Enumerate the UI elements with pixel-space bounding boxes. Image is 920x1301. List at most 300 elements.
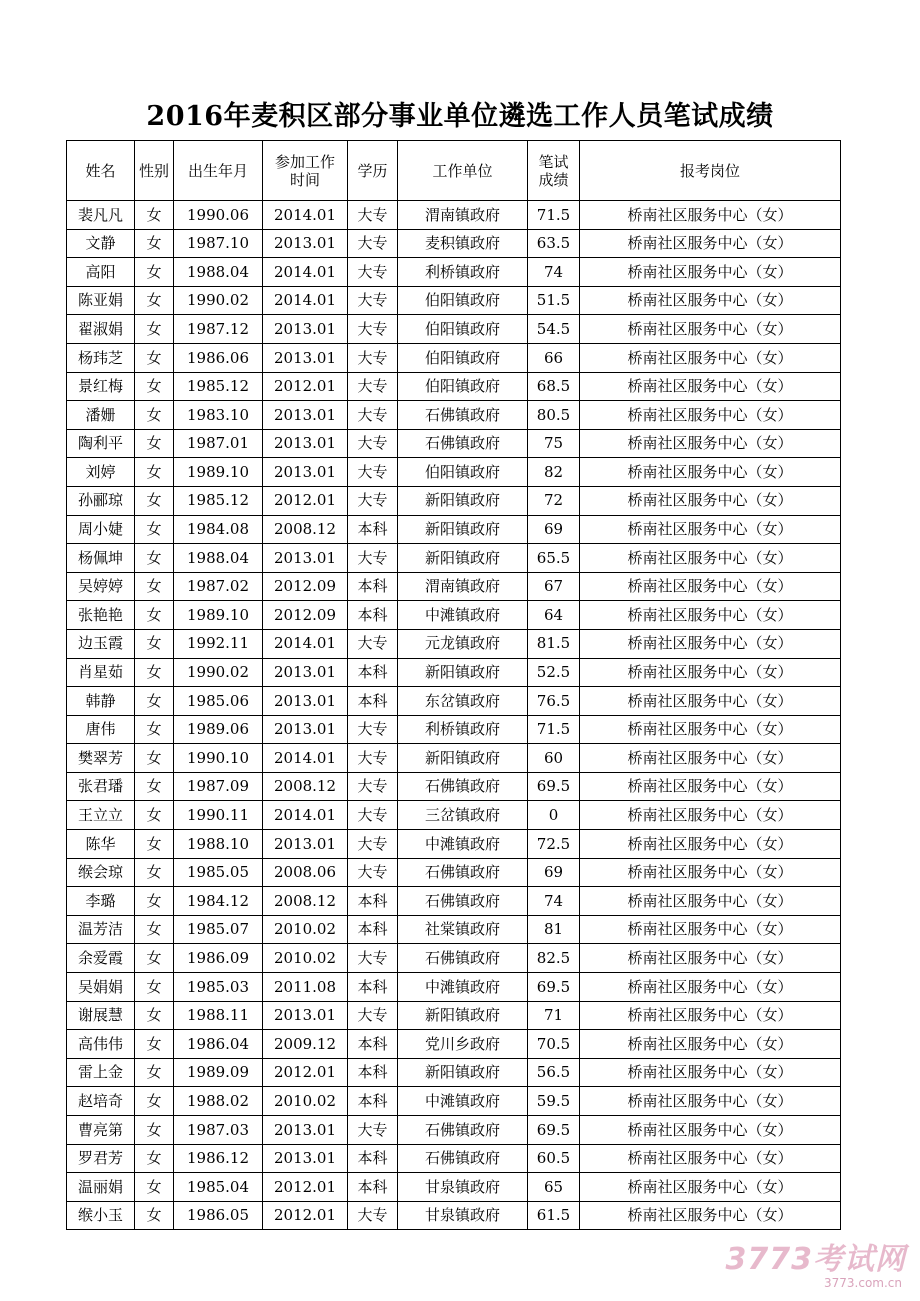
cell-score: 0: [528, 801, 580, 830]
cell-birth-date: 1986.05: [174, 1201, 263, 1230]
cell-work-start: 2014.01: [263, 286, 348, 315]
cell-score: 80.5: [528, 401, 580, 430]
header-written-score: 笔试成绩: [528, 141, 580, 201]
cell-name: 孙郦琼: [67, 486, 135, 515]
cell-birth-date: 1986.04: [174, 1030, 263, 1059]
cell-gender: 女: [135, 1144, 174, 1173]
cell-work-start: 2008.12: [263, 772, 348, 801]
cell-work-start: 2013.01: [263, 715, 348, 744]
cell-education: 大专: [348, 772, 398, 801]
cell-score: 71.5: [528, 201, 580, 230]
table-row: [67, 830, 841, 859]
cell-name: 张君璠: [67, 772, 135, 801]
cell-position: 桥南社区服务中心（女）: [580, 687, 841, 716]
cell-score: 69.5: [528, 772, 580, 801]
cell-birth-date: 1989.09: [174, 1058, 263, 1087]
cell-position: 桥南社区服务中心（女）: [580, 1087, 841, 1116]
cell-education: 本科: [348, 1144, 398, 1173]
cell-position: 桥南社区服务中心（女）: [580, 343, 841, 372]
cell-work-start: 2013.01: [263, 830, 348, 859]
cell-gender: 女: [135, 658, 174, 687]
table-row: [67, 572, 841, 601]
cell-education: 大专: [348, 1201, 398, 1230]
cell-education: 大专: [348, 343, 398, 372]
cell-work-unit: 渭南镇政府: [398, 572, 528, 601]
cell-score: 76.5: [528, 687, 580, 716]
cell-work-unit: 石佛镇政府: [398, 1144, 528, 1173]
cell-birth-date: 1987.02: [174, 572, 263, 601]
cell-name: 吴娟娟: [67, 973, 135, 1002]
table-row: [67, 658, 841, 687]
cell-position: 桥南社区服务中心（女）: [580, 1201, 841, 1230]
cell-name: 唐伟: [67, 715, 135, 744]
cell-position: 桥南社区服务中心（女）: [580, 915, 841, 944]
table-row: [67, 515, 841, 544]
cell-name: 韩静: [67, 687, 135, 716]
cell-birth-date: 1987.01: [174, 429, 263, 458]
cell-gender: 女: [135, 687, 174, 716]
cell-work-start: 2008.06: [263, 858, 348, 887]
table-row: [67, 429, 841, 458]
cell-position: 桥南社区服务中心（女）: [580, 715, 841, 744]
cell-gender: 女: [135, 201, 174, 230]
cell-education: 大专: [348, 286, 398, 315]
cell-name: 裴凡凡: [67, 201, 135, 230]
table-row: [67, 258, 841, 287]
table-row: [67, 1173, 841, 1202]
table-row: [67, 629, 841, 658]
cell-score: 81.5: [528, 629, 580, 658]
cell-position: 桥南社区服务中心（女）: [580, 1173, 841, 1202]
cell-education: 大专: [348, 429, 398, 458]
cell-work-unit: 东岔镇政府: [398, 687, 528, 716]
cell-name: 高阳: [67, 258, 135, 287]
cell-name: 张艳艳: [67, 601, 135, 630]
cell-gender: 女: [135, 229, 174, 258]
cell-work-start: 2008.12: [263, 887, 348, 916]
cell-gender: 女: [135, 1116, 174, 1145]
cell-work-unit: 伯阳镇政府: [398, 315, 528, 344]
cell-position: 桥南社区服务中心（女）: [580, 286, 841, 315]
cell-work-unit: 麦积镇政府: [398, 229, 528, 258]
cell-birth-date: 1989.10: [174, 601, 263, 630]
cell-gender: 女: [135, 1087, 174, 1116]
cell-work-unit: 党川乡政府: [398, 1030, 528, 1059]
cell-work-unit: 新阳镇政府: [398, 658, 528, 687]
cell-birth-date: 1990.02: [174, 658, 263, 687]
table-row: [67, 401, 841, 430]
cell-work-start: 2009.12: [263, 1030, 348, 1059]
cell-birth-date: 1986.06: [174, 343, 263, 372]
cell-score: 59.5: [528, 1087, 580, 1116]
cell-name: 高伟伟: [67, 1030, 135, 1059]
cell-work-unit: 石佛镇政府: [398, 887, 528, 916]
cell-name: 王立立: [67, 801, 135, 830]
cell-position: 桥南社区服务中心（女）: [580, 1001, 841, 1030]
cell-name: 刘婷: [67, 458, 135, 487]
table-row: [67, 915, 841, 944]
table-row: [67, 1030, 841, 1059]
cell-work-start: 2010.02: [263, 915, 348, 944]
cell-birth-date: 1988.11: [174, 1001, 263, 1030]
cell-name: 缑小玉: [67, 1201, 135, 1230]
cell-birth-date: 1989.10: [174, 458, 263, 487]
cell-birth-date: 1990.11: [174, 801, 263, 830]
cell-birth-date: 1987.12: [174, 315, 263, 344]
cell-gender: 女: [135, 887, 174, 916]
cell-education: 大专: [348, 801, 398, 830]
cell-education: 本科: [348, 973, 398, 1002]
cell-score: 72: [528, 486, 580, 515]
cell-name: 陈亚娟: [67, 286, 135, 315]
cell-work-start: 2013.01: [263, 458, 348, 487]
cell-position: 桥南社区服务中心（女）: [580, 401, 841, 430]
cell-position: 桥南社区服务中心（女）: [580, 229, 841, 258]
cell-name: 边玉霞: [67, 629, 135, 658]
cell-education: 本科: [348, 658, 398, 687]
cell-work-start: 2008.12: [263, 515, 348, 544]
cell-gender: 女: [135, 1030, 174, 1059]
table-header-row: [67, 141, 841, 201]
cell-score: 74: [528, 258, 580, 287]
watermark: [726, 1234, 907, 1290]
cell-birth-date: 1986.12: [174, 1144, 263, 1173]
cell-name: 景红梅: [67, 372, 135, 401]
cell-work-unit: 伯阳镇政府: [398, 372, 528, 401]
cell-gender: 女: [135, 458, 174, 487]
cell-education: 大专: [348, 830, 398, 859]
cell-work-unit: 伯阳镇政府: [398, 458, 528, 487]
cell-gender: 女: [135, 486, 174, 515]
cell-position: 桥南社区服务中心（女）: [580, 772, 841, 801]
cell-position: 桥南社区服务中心（女）: [580, 515, 841, 544]
cell-position: 桥南社区服务中心（女）: [580, 372, 841, 401]
cell-position: 桥南社区服务中心（女）: [580, 858, 841, 887]
cell-education: 大专: [348, 1001, 398, 1030]
cell-work-start: 2012.01: [263, 1201, 348, 1230]
table-row: [67, 715, 841, 744]
cell-birth-date: 1984.08: [174, 515, 263, 544]
cell-name: 雷上金: [67, 1058, 135, 1087]
cell-work-start: 2012.01: [263, 372, 348, 401]
cell-gender: 女: [135, 544, 174, 573]
cell-position: 桥南社区服务中心（女）: [580, 572, 841, 601]
cell-position: 桥南社区服务中心（女）: [580, 601, 841, 630]
watermark-logo: 3773考试网: [725, 1242, 906, 1277]
cell-score: 69.5: [528, 1116, 580, 1145]
cell-work-start: 2014.01: [263, 744, 348, 773]
cell-education: 大专: [348, 258, 398, 287]
cell-work-unit: 石佛镇政府: [398, 1116, 528, 1145]
cell-work-start: 2013.01: [263, 687, 348, 716]
cell-education: 大专: [348, 315, 398, 344]
cell-education: 大专: [348, 401, 398, 430]
cell-education: 大专: [348, 544, 398, 573]
cell-birth-date: 1988.10: [174, 830, 263, 859]
cell-work-unit: 新阳镇政府: [398, 486, 528, 515]
page-title: 2016年麦积区部分事业单位遴选工作人员笔试成绩: [146, 101, 774, 132]
cell-position: 桥南社区服务中心（女）: [580, 744, 841, 773]
cell-work-start: 2014.01: [263, 258, 348, 287]
header-applied-position: 报考岗位: [580, 141, 841, 201]
cell-gender: 女: [135, 973, 174, 1002]
cell-work-start: 2011.08: [263, 973, 348, 1002]
table-row: [67, 1087, 841, 1116]
cell-score: 69: [528, 858, 580, 887]
cell-name: 缑会琼: [67, 858, 135, 887]
table-row: [67, 772, 841, 801]
cell-name: 温芳洁: [67, 915, 135, 944]
cell-work-unit: 伯阳镇政府: [398, 286, 528, 315]
cell-score: 70.5: [528, 1030, 580, 1059]
table-row: [67, 887, 841, 916]
table-row: [67, 229, 841, 258]
cell-score: 54.5: [528, 315, 580, 344]
cell-work-unit: 石佛镇政府: [398, 772, 528, 801]
cell-score: 60.5: [528, 1144, 580, 1173]
cell-education: 大专: [348, 372, 398, 401]
cell-gender: 女: [135, 915, 174, 944]
cell-position: 桥南社区服务中心（女）: [580, 486, 841, 515]
cell-score: 81: [528, 915, 580, 944]
cell-education: 本科: [348, 572, 398, 601]
cell-birth-date: 1984.12: [174, 887, 263, 916]
cell-birth-date: 1985.12: [174, 486, 263, 515]
cell-position: 桥南社区服务中心（女）: [580, 830, 841, 859]
table-row: [67, 744, 841, 773]
table-row: [67, 315, 841, 344]
cell-position: 桥南社区服务中心（女）: [580, 258, 841, 287]
cell-position: 桥南社区服务中心（女）: [580, 658, 841, 687]
table-row: [67, 1144, 841, 1173]
cell-education: 本科: [348, 601, 398, 630]
cell-education: 本科: [348, 687, 398, 716]
cell-score: 69: [528, 515, 580, 544]
cell-name: 曹亮第: [67, 1116, 135, 1145]
cell-name: 肖星茹: [67, 658, 135, 687]
cell-score: 75: [528, 429, 580, 458]
cell-name: 潘姗: [67, 401, 135, 430]
cell-work-unit: 中滩镇政府: [398, 973, 528, 1002]
cell-name: 周小婕: [67, 515, 135, 544]
cell-education: 大专: [348, 1116, 398, 1145]
cell-work-unit: 社棠镇政府: [398, 915, 528, 944]
cell-score: 71.5: [528, 715, 580, 744]
cell-education: 大专: [348, 744, 398, 773]
cell-position: 桥南社区服务中心（女）: [580, 544, 841, 573]
table-row: [67, 1001, 841, 1030]
cell-position: 桥南社区服务中心（女）: [580, 1116, 841, 1145]
cell-education: 本科: [348, 1087, 398, 1116]
cell-birth-date: 1988.04: [174, 258, 263, 287]
cell-score: 66: [528, 343, 580, 372]
header-work-start-date: 参加工作时间: [263, 141, 348, 201]
cell-score: 71: [528, 1001, 580, 1030]
table-row: [67, 286, 841, 315]
cell-work-start: 2013.01: [263, 658, 348, 687]
cell-work-start: 2012.01: [263, 1173, 348, 1202]
table-body: [67, 201, 841, 1230]
cell-score: 65.5: [528, 544, 580, 573]
cell-score: 74: [528, 887, 580, 916]
cell-birth-date: 1990.02: [174, 286, 263, 315]
table-row: [67, 1058, 841, 1087]
cell-gender: 女: [135, 258, 174, 287]
cell-name: 杨佩坤: [67, 544, 135, 573]
cell-work-unit: 三岔镇政府: [398, 801, 528, 830]
cell-score: 51.5: [528, 286, 580, 315]
cell-work-unit: 中滩镇政府: [398, 1087, 528, 1116]
cell-score: 64: [528, 601, 580, 630]
cell-work-start: 2013.01: [263, 429, 348, 458]
cell-name: 陶利平: [67, 429, 135, 458]
cell-birth-date: 1989.06: [174, 715, 263, 744]
cell-work-start: 2013.01: [263, 1116, 348, 1145]
cell-name: 陈华: [67, 830, 135, 859]
cell-work-unit: 新阳镇政府: [398, 515, 528, 544]
cell-gender: 女: [135, 601, 174, 630]
table-row: [67, 858, 841, 887]
cell-work-start: 2014.01: [263, 629, 348, 658]
cell-name: 谢展慧: [67, 1001, 135, 1030]
table-row: [67, 973, 841, 1002]
cell-position: 桥南社区服务中心（女）: [580, 315, 841, 344]
cell-work-unit: 石佛镇政府: [398, 944, 528, 973]
cell-position: 桥南社区服务中心（女）: [580, 887, 841, 916]
cell-education: 大专: [348, 629, 398, 658]
cell-gender: 女: [135, 1001, 174, 1030]
cell-gender: 女: [135, 429, 174, 458]
cell-birth-date: 1990.10: [174, 744, 263, 773]
cell-gender: 女: [135, 830, 174, 859]
cell-name: 樊翠芳: [67, 744, 135, 773]
table-row: [67, 372, 841, 401]
header-education: 学历: [348, 141, 398, 201]
cell-name: 温丽娟: [67, 1173, 135, 1202]
header-birth-date: 出生年月: [174, 141, 263, 201]
cell-education: 本科: [348, 887, 398, 916]
cell-gender: 女: [135, 801, 174, 830]
cell-education: 大专: [348, 944, 398, 973]
cell-name: 余爱霞: [67, 944, 135, 973]
cell-education: 大专: [348, 458, 398, 487]
cell-position: 桥南社区服务中心（女）: [580, 1058, 841, 1087]
cell-work-unit: 中滩镇政府: [398, 601, 528, 630]
cell-work-unit: 石佛镇政府: [398, 429, 528, 458]
cell-score: 52.5: [528, 658, 580, 687]
cell-score: 61.5: [528, 1201, 580, 1230]
cell-gender: 女: [135, 858, 174, 887]
cell-birth-date: 1987.10: [174, 229, 263, 258]
header-name: 姓名: [67, 141, 135, 201]
cell-position: 桥南社区服务中心（女）: [580, 429, 841, 458]
cell-position: 桥南社区服务中心（女）: [580, 1030, 841, 1059]
cell-name: 李璐: [67, 887, 135, 916]
cell-work-start: 2014.01: [263, 201, 348, 230]
cell-birth-date: 1988.04: [174, 544, 263, 573]
cell-name: 杨玮芝: [67, 343, 135, 372]
cell-gender: 女: [135, 772, 174, 801]
cell-score: 68.5: [528, 372, 580, 401]
cell-gender: 女: [135, 286, 174, 315]
table-row: [67, 801, 841, 830]
cell-education: 本科: [348, 515, 398, 544]
cell-birth-date: 1985.12: [174, 372, 263, 401]
cell-score: 60: [528, 744, 580, 773]
cell-work-unit: 甘泉镇政府: [398, 1173, 528, 1202]
cell-score: 67: [528, 572, 580, 601]
cell-birth-date: 1983.10: [174, 401, 263, 430]
cell-work-start: 2013.01: [263, 401, 348, 430]
cell-gender: 女: [135, 944, 174, 973]
cell-work-unit: 新阳镇政府: [398, 1058, 528, 1087]
cell-work-start: 2013.01: [263, 229, 348, 258]
table-row: [67, 1116, 841, 1145]
cell-work-unit: 利桥镇政府: [398, 715, 528, 744]
cell-gender: 女: [135, 572, 174, 601]
cell-score: 63.5: [528, 229, 580, 258]
cell-position: 桥南社区服务中心（女）: [580, 201, 841, 230]
cell-education: 大专: [348, 858, 398, 887]
cell-work-start: 2013.01: [263, 544, 348, 573]
cell-work-unit: 石佛镇政府: [398, 401, 528, 430]
cell-work-start: 2012.01: [263, 1058, 348, 1087]
cell-birth-date: 1992.11: [174, 629, 263, 658]
cell-gender: 女: [135, 715, 174, 744]
cell-score: 56.5: [528, 1058, 580, 1087]
cell-score: 82.5: [528, 944, 580, 973]
cell-birth-date: 1990.06: [174, 201, 263, 230]
cell-position: 桥南社区服务中心（女）: [580, 629, 841, 658]
cell-work-unit: 中滩镇政府: [398, 830, 528, 859]
cell-gender: 女: [135, 343, 174, 372]
cell-work-start: 2014.01: [263, 801, 348, 830]
cell-name: 翟淑娟: [67, 315, 135, 344]
cell-birth-date: 1985.04: [174, 1173, 263, 1202]
cell-score: 82: [528, 458, 580, 487]
cell-work-unit: 元龙镇政府: [398, 629, 528, 658]
cell-name: 吴婷婷: [67, 572, 135, 601]
table-row: [67, 343, 841, 372]
cell-education: 大专: [348, 201, 398, 230]
cell-name: 文静: [67, 229, 135, 258]
cell-work-start: 2013.01: [263, 1144, 348, 1173]
cell-position: 桥南社区服务中心（女）: [580, 458, 841, 487]
cell-birth-date: 1985.07: [174, 915, 263, 944]
cell-birth-date: 1985.03: [174, 973, 263, 1002]
watermark-url: 3773.com.cn: [824, 1276, 902, 1290]
cell-work-start: 2010.02: [263, 944, 348, 973]
cell-gender: 女: [135, 744, 174, 773]
cell-work-start: 2012.09: [263, 572, 348, 601]
header-work-unit: 工作单位: [398, 141, 528, 201]
cell-work-unit: 伯阳镇政府: [398, 343, 528, 372]
table-row: [67, 544, 841, 573]
cell-work-start: 2010.02: [263, 1087, 348, 1116]
cell-work-start: 2013.01: [263, 343, 348, 372]
cell-birth-date: 1987.03: [174, 1116, 263, 1145]
cell-education: 大专: [348, 229, 398, 258]
cell-work-unit: 甘泉镇政府: [398, 1201, 528, 1230]
cell-position: 桥南社区服务中心（女）: [580, 944, 841, 973]
cell-education: 大专: [348, 486, 398, 515]
cell-score: 72.5: [528, 830, 580, 859]
cell-score: 65: [528, 1173, 580, 1202]
header-gender: 性别: [135, 141, 174, 201]
cell-education: 大专: [348, 715, 398, 744]
cell-gender: 女: [135, 1058, 174, 1087]
cell-work-start: 2012.09: [263, 601, 348, 630]
